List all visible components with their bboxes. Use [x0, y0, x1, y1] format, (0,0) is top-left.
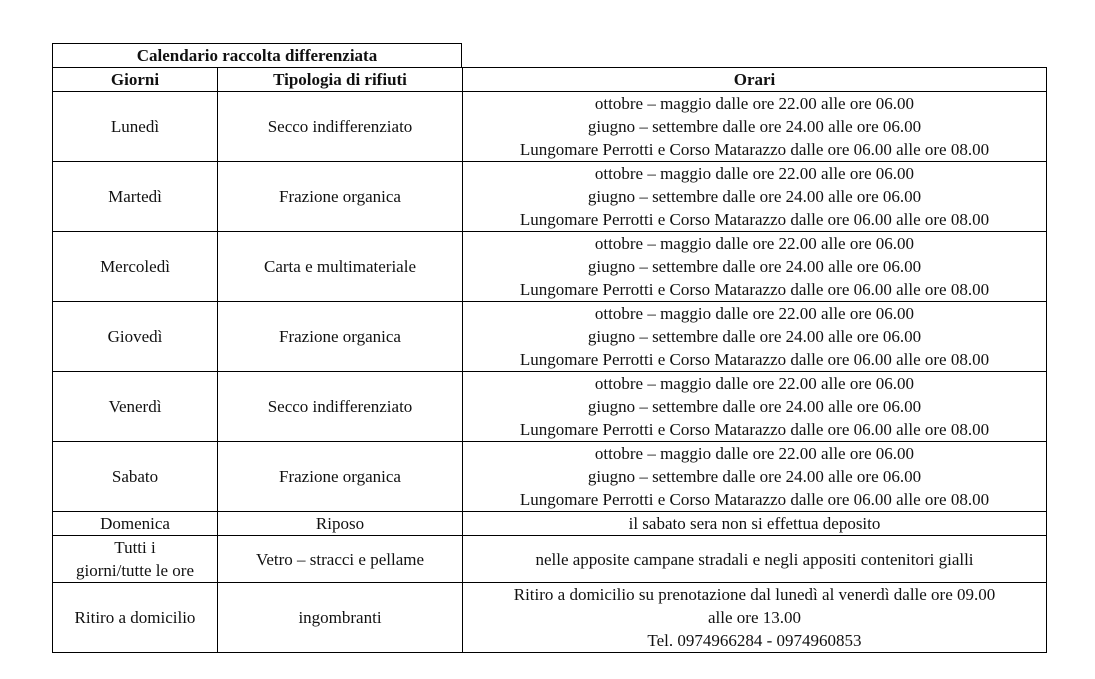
- hours-cell: il sabato sera non si effettua deposito: [463, 512, 1047, 536]
- waste-type-cell: ingombranti: [218, 583, 463, 653]
- hours-line: ottobre – maggio dalle ore 22.00 alle ore 06.00: [594, 304, 915, 323]
- table-row: [53, 372, 1047, 442]
- hours-line: alle ore 13.00: [708, 608, 801, 627]
- day-cell: Lunedì: [53, 92, 218, 162]
- hours-line: giugno – settembre dalle ore 24.00 alle ore 06.00: [587, 397, 922, 416]
- calendar-title: Calendario raccolta differenziata: [52, 43, 462, 67]
- table-row-everyday: [53, 536, 1047, 583]
- day-cell: Martedì: [53, 162, 218, 232]
- hours-cell: [463, 372, 1047, 442]
- hours-line: ottobre – maggio dalle ore 22.00 alle ore 06.00: [594, 164, 915, 183]
- day-cell: [53, 536, 218, 583]
- day-cell: Mercoledì: [53, 232, 218, 302]
- waste-type-cell: Carta e multimateriale: [218, 232, 463, 302]
- hours-cell: [463, 302, 1047, 372]
- hours-line: giugno – settembre dalle ore 24.00 alle ore 06.00: [587, 327, 922, 346]
- table-row: [53, 92, 1047, 162]
- hours-line: ottobre – maggio dalle ore 22.00 alle ore 06.00: [594, 374, 915, 393]
- header-days: Giorni: [53, 68, 218, 92]
- hours-line: giugno – settembre dalle ore 24.00 alle ore 06.00: [587, 257, 922, 276]
- hours-line: Ritiro a domicilio su prenotazione dal lunedì al venerdì dalle ore 09.00: [513, 585, 996, 604]
- waste-type-cell: Vetro – stracci e pellame: [218, 536, 463, 583]
- day-cell: Sabato: [53, 442, 218, 512]
- waste-type-cell: Frazione organica: [218, 442, 463, 512]
- day-line: Tutti i: [114, 538, 156, 557]
- hours-cell: [463, 583, 1047, 653]
- table-row-sunday: [53, 512, 1047, 536]
- hours-cell: [463, 162, 1047, 232]
- hours-line: giugno – settembre dalle ore 24.00 alle ore 06.00: [587, 117, 922, 136]
- hours-cell: [463, 232, 1047, 302]
- hours-line: ottobre – maggio dalle ore 22.00 alle ore 06.00: [594, 444, 915, 463]
- hours-line: ottobre – maggio dalle ore 22.00 alle ore 06.00: [594, 94, 915, 113]
- collection-calendar-table: [52, 67, 1047, 653]
- hours-line: Lungomare Perrotti e Corso Matarazzo dalle ore 06.00 alle ore 08.00: [519, 140, 990, 159]
- table-row: [53, 162, 1047, 232]
- waste-type-cell: Riposo: [218, 512, 463, 536]
- waste-type-cell: Frazione organica: [218, 162, 463, 232]
- day-line: giorni/tutte le ore: [75, 561, 195, 580]
- day-cell: Domenica: [53, 512, 218, 536]
- day-cell: Venerdì: [53, 372, 218, 442]
- day-cell: Giovedì: [53, 302, 218, 372]
- day-cell: Ritiro a domicilio: [53, 583, 218, 653]
- header-waste-type: Tipologia di rifiuti: [218, 68, 463, 92]
- hours-cell: nelle apposite campane stradali e negli appositi contenitori gialli: [463, 536, 1047, 583]
- hours-line: Lungomare Perrotti e Corso Matarazzo dalle ore 06.00 alle ore 08.00: [519, 350, 990, 369]
- hours-line: Lungomare Perrotti e Corso Matarazzo dalle ore 06.00 alle ore 08.00: [519, 420, 990, 439]
- table-row-pickup: [53, 583, 1047, 653]
- hours-cell: [463, 442, 1047, 512]
- waste-type-cell: Secco indifferenziato: [218, 92, 463, 162]
- hours-line: Lungomare Perrotti e Corso Matarazzo dalle ore 06.00 alle ore 08.00: [519, 280, 990, 299]
- hours-line: giugno – settembre dalle ore 24.00 alle ore 06.00: [587, 187, 922, 206]
- table-row: [53, 442, 1047, 512]
- hours-line: Lungomare Perrotti e Corso Matarazzo dalle ore 06.00 alle ore 08.00: [519, 210, 990, 229]
- header-row: [53, 68, 1047, 92]
- waste-type-cell: Secco indifferenziato: [218, 372, 463, 442]
- table-row: [53, 302, 1047, 372]
- table-row: [53, 232, 1047, 302]
- hours-line: giugno – settembre dalle ore 24.00 alle ore 06.00: [587, 467, 922, 486]
- hours-cell: [463, 92, 1047, 162]
- hours-line: ottobre – maggio dalle ore 22.00 alle ore 06.00: [594, 234, 915, 253]
- hours-line: Tel. 0974966284 - 0974960853: [647, 631, 862, 650]
- hours-line: Lungomare Perrotti e Corso Matarazzo dalle ore 06.00 alle ore 08.00: [519, 490, 990, 509]
- waste-type-cell: Frazione organica: [218, 302, 463, 372]
- header-hours: Orari: [463, 68, 1047, 92]
